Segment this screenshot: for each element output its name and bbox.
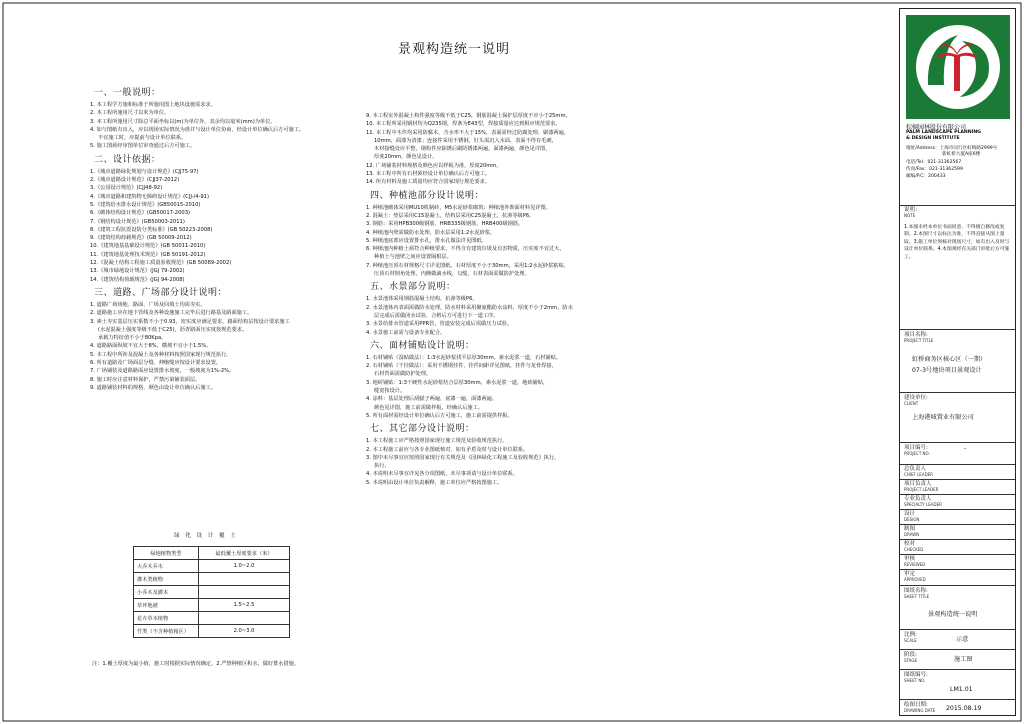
note-line: 1. 本工程施工应严格按照国家现行施工规范及验收规范执行。: [366, 438, 508, 445]
client-label: 建设单位: CLIENT: [904, 395, 928, 406]
page-title: 景观构造统一说明: [398, 42, 511, 57]
divider: [900, 464, 1015, 465]
project-name-line-2: 07-3号地块项目景观设计: [912, 367, 982, 374]
note-line: 2. 混凝土：垫层采用C15混凝土，结构层采用C25混凝土，抗渗等级P6。: [366, 212, 535, 219]
project-no-label: 项目编号: PROJECT NO.: [904, 445, 930, 456]
role-label: 制图 DRAWN: [904, 526, 920, 537]
project-title-label: 项目名称: PROJECT TITLE: [904, 332, 934, 343]
plant-type-cell: 大乔木乔木: [134, 560, 199, 573]
note-line: 10mm，面漆为清漆；连接件采用不锈钢，钉头需沉入木面，表面不得有毛刺，: [374, 137, 557, 144]
plant-type-cell: 灌木类植物: [134, 573, 199, 586]
note-line: 3. 地砖铺贴：1:3干硬性水泥砂浆结合层厚30mm，素水泥浆一道，地砖铺贴，: [366, 379, 549, 386]
section-heading: 六、面材铺贴设计说明：: [370, 340, 475, 351]
divider: [900, 205, 1015, 206]
depth-cell: [199, 612, 290, 625]
table-header: 绿地植物类型: [134, 547, 199, 560]
note-line: 14. 所有材料及施工质量均应符合国家现行规范要求。: [366, 179, 491, 186]
soil-depth-table: [133, 546, 290, 638]
company-name-cn: 棕榈园林股份有限公司: [906, 124, 967, 131]
stage-label: 阶段: STAGE: [904, 652, 917, 663]
section-heading: 一、一般说明：: [94, 88, 161, 98]
note-text: 1.本图未经本单位书面同意，不得擅自修改或复制。2.本图尺寸以标注为准，不得直接从图上量取。3.施工单位须核对现场尺寸，如有出入及时与设计单位联系。4.本图须经有关部门审批后方可施工。: [904, 225, 1010, 260]
divider: [900, 669, 1015, 670]
note-line: 压顶石材倒角处理，内侧做滴水线，勾缝，石材表面需做防护处理。: [374, 271, 530, 278]
depth-cell: 1.5~2.5: [199, 599, 290, 612]
note-line: 4. 道路路面纵坡不宜大于8%，横坡不宜小于1.5%。: [90, 343, 212, 350]
note-line: 2. 道路施工应在地下管线及各种设施施工完毕后进行路基及路面施工。: [90, 310, 253, 317]
note-line: 4. 种植池内壁需做防水处理，防水层采用1:2水泥砂浆。: [366, 229, 496, 236]
note-line: 7.《钢结构设计规范》(GB50003-2011): [90, 218, 185, 225]
note-line: 9.《建筑结构荷载规范》(GB 50009-2012): [90, 235, 192, 242]
drawing-date: 2015.08.19: [946, 705, 982, 712]
company-tel: 电话/Tel：021-31362567: [906, 160, 962, 165]
plant-type-cell: 花卉草本植物: [134, 612, 199, 625]
note-line: 2. 本工程所施用尺寸以米为单位。: [90, 110, 170, 117]
divider: [900, 392, 1015, 393]
note-line: 7. 种植池压顶石材规格尺寸详见图纸，石材厚度不小于30mm，采用1:2水泥砂浆粘贴，: [366, 262, 569, 269]
notes-column-left: [88, 84, 304, 392]
note-line: 颜色见详图，施工前需做样板，经确认后施工。: [374, 404, 483, 411]
divider: [900, 539, 1015, 540]
note-line: 1.《城市道路绿化规划与设计规范》(CJJ75-97): [90, 168, 199, 175]
note-line: 10. 本工程所采用钢材均为Q235钢，焊条为E43型，焊接质量应达到相应规范要求。: [366, 121, 561, 128]
table-header: 最低覆土厚度要求（米）: [199, 547, 290, 560]
note-line: 1. 石材铺贴（湿贴做法）：1:3水泥砂浆找平层厚30mm，素水泥浆一道，石材铺贴。: [366, 354, 562, 361]
note-line: 6. 所有道路及广场面层分缝、伸缩缝应按设计要求设置。: [90, 360, 222, 367]
section-heading: 七、其它部分设计说明：: [370, 424, 475, 435]
note-line: 1. 道路广场场地、路面、广场及回填土均需夯实。: [90, 301, 206, 308]
table-row: [134, 573, 290, 586]
notes-column-right: [364, 112, 573, 487]
sheet-no: LM1.01: [950, 686, 973, 693]
company-address: 地址/Address：上海市闵行区虹梅路2999号: [906, 146, 998, 151]
section-heading: 四、种植池部分设计说明：: [370, 190, 485, 201]
table-row: [134, 625, 290, 638]
plant-type-cell: 小乔木及灌木: [134, 586, 199, 599]
table-caption: 绿 化 设 计 覆 土: [174, 533, 238, 539]
note-line: 6. 种植池内种植土须符合种植要求，不得含有建筑垃圾及有害物质，压实度不宜过大，: [366, 246, 565, 253]
note-line: 层完成后需做闭水试验，合格后方可进行下一道工序。: [374, 312, 499, 319]
note-line: 石材背面需做防护处理。: [374, 371, 432, 378]
title-block: [899, 8, 1016, 716]
role-label: 总负责人 CHIEF LEADER: [904, 466, 933, 477]
note-line: (水泥混凝土强度等级不低于C25)，沥青路面压实度按规范要求。: [98, 326, 248, 333]
note-line: 7. 广场铺装及道路路面应设置排水坡度，一般坡度为1%-2%。: [90, 368, 235, 375]
note-line: 1. 本工程学方施和标准于所施用图上地块设施需求求。: [90, 102, 216, 108]
note-line: 木材接缝处应平整，钢构件应除锈后刷防锈漆两遍，面漆两遍，颜色见详图，: [374, 146, 551, 153]
divider: [900, 509, 1015, 510]
section-heading: 三、道路、广场部分设计说明：: [94, 287, 228, 298]
depth-cell: 2.0~3.0: [199, 625, 290, 638]
divider: [900, 569, 1015, 570]
note-line: 4. 如与图纸有出入，应以现场实际情况为准并与设计单位协商，经设计单位确认后方可施工。: [90, 126, 305, 133]
divider: [900, 479, 1015, 480]
role-label: 项目负责人 PROJECT LEADER: [904, 481, 939, 492]
note-line: 8.《建筑工程抗震设防分类标准》(GB 50223-2008): [90, 226, 213, 233]
note-line: 2. 本工程施工前应与各专业图纸核对，如有矛盾及时与设计单位联系。: [366, 446, 529, 453]
plant-type-cell: 草坪地被: [134, 599, 199, 612]
divider: [900, 554, 1015, 555]
note-line: 12.《混凝土结构工程施工质量验收规范》(GB 50089-2002): [90, 260, 232, 267]
note-line: 14.《建筑结构荷载规范》(JGJ 94-2008): [90, 276, 185, 283]
note-label: 说明： NOTE: [904, 207, 921, 218]
section-heading: 五、水景部分说明：: [370, 282, 456, 293]
note-line: 5.《建筑给水排水设计规范》(GB50015-2010): [90, 201, 201, 208]
divider: [900, 442, 1015, 443]
stage-value: 施工图: [954, 656, 973, 663]
note-line: 5. 本说明由设计单位负责解释，施工单位应严格按图施工。: [366, 479, 503, 486]
note-line: 1. 种植池砌体采用MU10机制砖，M5水泥砂浆砌筑；种植池外饰面材料见详图。: [366, 204, 551, 211]
note-line: 3. 图中未尽事宜应按照国家现行有关规范及《园林绿化工程施工及验收规范》执行。: [366, 454, 560, 461]
note-line: 11.《建筑地基处理技术规范》(GB 50191-2012): [90, 251, 206, 258]
role-label: 校对 CHECKED: [904, 541, 924, 552]
sheet-no-label: 图纸编号: SHEET NO.: [904, 672, 928, 683]
note-line: 2.《城市道路设计规范》(CJJ37-2012): [90, 177, 180, 184]
table-row: [134, 612, 290, 625]
plant-type-cell: 竹类（不含种植箱区）: [134, 625, 199, 638]
divider: [900, 329, 1015, 330]
company-fax: 传真/Fax：021-31362599: [906, 167, 963, 172]
project-name-line-1: 虹桥商务区核心区（一期）: [912, 356, 987, 363]
role-label: 审核 REVIEWED: [904, 556, 926, 567]
note-line: 3. 钢筋：采用HPB300级钢筋，HRB335级钢筋，HRB400级钢筋。: [366, 221, 524, 228]
note-line: 10.《建筑地基基础设计规范》(GB 50011-2010): [90, 243, 206, 250]
note-line: 6.《砌体结构设计规范》(GB50017-2003): [90, 210, 191, 217]
divider: [900, 585, 1015, 586]
note-line: 5. 所有面材需经设计单位确认后方可施工，施工前需提供样板。: [366, 412, 513, 419]
sheet-title: 景观构造统一说明: [928, 611, 978, 618]
table-footnote: 注：1.覆土厚度为最小值，施工时根据实际情况确定，2.严禁种植区积水，做好排水措施。: [92, 661, 300, 667]
note-line: 2. 石材铺贴（干挂做法）：采用不锈钢挂件，挂件间距详见图纸，挂件与龙骨焊接，: [366, 363, 557, 370]
note-line: 12. 广场铺装材料规格及颜色应以样板为准，厚度20mm。: [366, 162, 502, 169]
note-line: 5. 施工图须经审图单位审查通过后方可施工。: [90, 143, 196, 150]
note-line: 13. 本工程中所有石材须经设计单位确认后方可施工。: [366, 171, 491, 178]
note-line: 执行。: [374, 463, 390, 470]
note-line: 9. 本工程室外混凝土构件强度等级不低于C25，钢筋混凝土保护层厚度不应小于25mm。: [366, 113, 571, 119]
note-line: 13.《城市绿地设计规范》(JGJ 79-2002): [90, 268, 185, 275]
scale-value: 示意: [956, 636, 969, 643]
note-line: 9. 道路铺装材料的规格、颜色由设计单位确认后施工。: [90, 384, 216, 391]
note-line: 11. 本工程中木作均采用防腐木，含水率不大于15%，表面需经过防腐处理，刷漆两遍，: [366, 129, 569, 136]
client-name: 上海港城置业有限公司: [912, 414, 974, 421]
note-line: 5. 本工程中所涉及混凝土及各种材料按照国家现行规范执行。: [90, 351, 232, 358]
divider: [900, 494, 1015, 495]
table-row: [134, 599, 290, 612]
depth-cell: [199, 573, 290, 586]
section-heading: 二、设计依据：: [94, 154, 161, 165]
note-line: 种植土与池壁之间应设置隔根层。: [374, 254, 452, 261]
table-row: [134, 586, 290, 599]
divider: [900, 524, 1015, 525]
note-line: 3. 水景给排水管道采用PPR管，管道安装完成后需做压力试验。: [366, 321, 513, 328]
company-name-en-1: PALM LANDSCAPE PLANNING: [906, 130, 981, 135]
note-line: 厚度20mm，颜色见设计。: [374, 154, 438, 161]
date-label: 绘图日期: DRAWING DATE: [904, 702, 936, 713]
depth-cell: [199, 586, 290, 599]
note-line: 缝宽按设计。: [374, 388, 406, 395]
company-zip: 邮编/P.C：200433: [906, 174, 946, 179]
note-line: 2. 水景池体内表面需做防水处理，防水材料采用聚氨酯防水涂料，厚度不小于2mm，防水: [366, 304, 573, 311]
note-line: 4. 涂料：基层处理后刮腻子两遍，底漆一遍，面漆两遍。: [366, 396, 498, 403]
table-row: [134, 560, 290, 573]
company-name-en-2: & DESIGN INSTITUTE: [906, 136, 960, 141]
company-address-2: 新虹桥大厦A座6楼: [942, 152, 981, 157]
scale-label: 比例: SCALE: [904, 632, 917, 643]
role-label: 审定 APPROVED: [904, 571, 926, 582]
role-label: 设计 DESIGN: [904, 511, 920, 522]
note-line: 1. 水景池体采用钢筋混凝土结构，抗渗等级P6。: [366, 296, 478, 303]
note-line: 4. 水景施工前需与设备专业配合。: [366, 329, 446, 336]
note-line: 5. 种植池底部应设置排水孔，排水孔做法详见图纸。: [366, 237, 487, 244]
note-line: 不宜施工时，应提前与设计单位联系。: [98, 135, 187, 142]
depth-cell: 1.0~2.0: [199, 560, 290, 573]
note-line: 4. 本说明未尽事宜详见各分项图纸，未尽事项请与设计单位联系。: [366, 471, 518, 478]
note-line: 3. 素土夯实基层压实系数不小于0.93，密实度应满足要求，路面结构层按设计要求施工: [90, 318, 290, 325]
note-line: 4.《城市道路和建筑物无障碍设计规范》(CJJ-/4-91): [90, 193, 210, 200]
divider: [900, 699, 1015, 700]
note-line: 承载力特征值不小于80Kpa。: [98, 335, 167, 342]
palm-company-logo: [906, 15, 1010, 119]
sheet-title-label: 图纸名称: SHEET TITLE: [904, 588, 930, 599]
divider: [900, 649, 1015, 650]
divider: [900, 629, 1015, 630]
project-no: -: [964, 445, 967, 452]
role-label: 专业负责人 SPECIALTY LEADER: [904, 496, 942, 507]
note-line: 8. 施工时应注意材料保护，严禁污染铺装面层。: [90, 376, 201, 383]
note-line: 3. 本工程所施用尺寸除总平面坐标以(m)为单位外，其余均以毫米(mm)为单位。: [90, 118, 276, 125]
note-line: 3.《公园设计规范》(CJJ48-92): [90, 185, 163, 192]
